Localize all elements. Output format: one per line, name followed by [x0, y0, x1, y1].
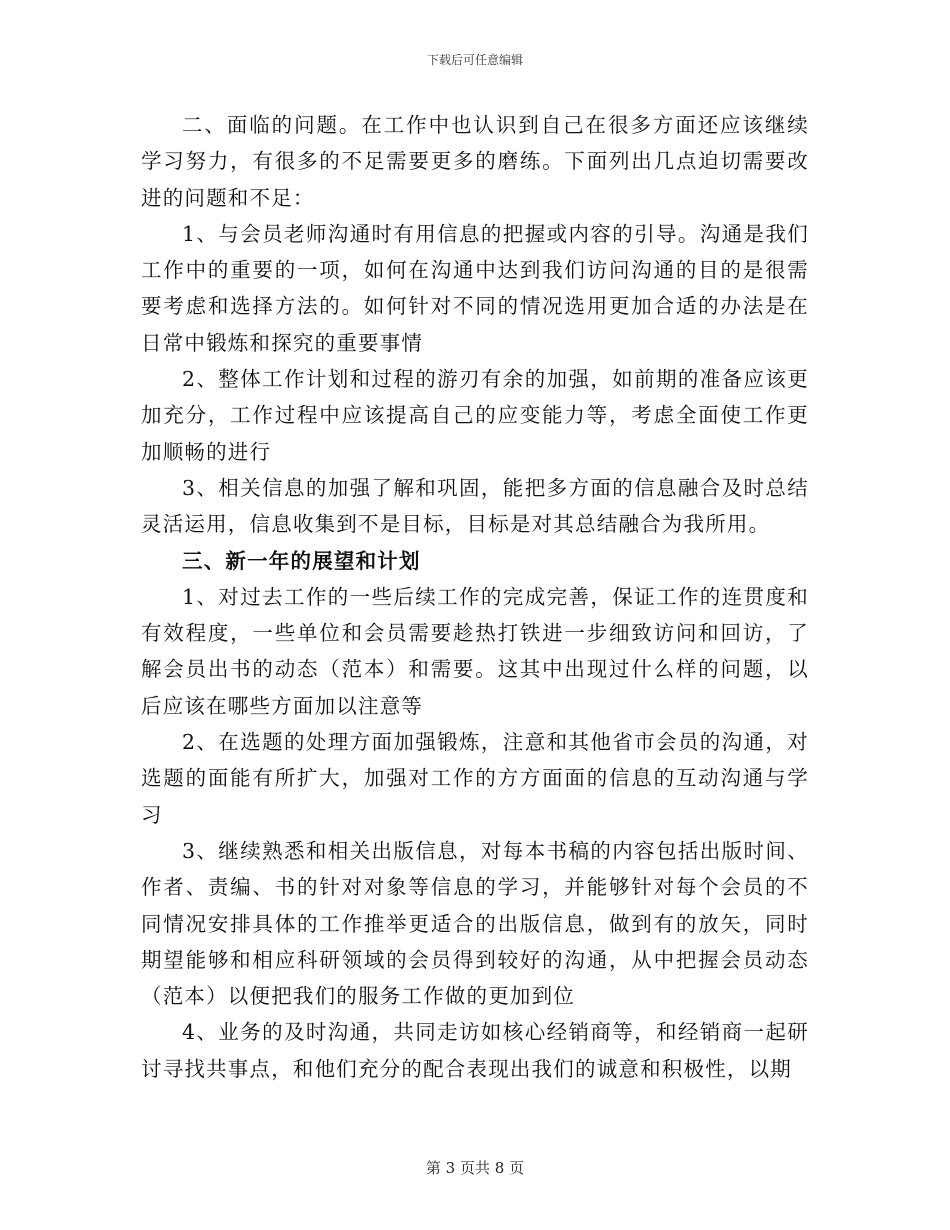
paragraph-plan-4: 4、业务的及时沟通，共同走访如核心经销商等，和经销商一起研讨寻找共事点，和他们充分的配合表现出我们的诚意和积极性，以期: [141, 1020, 809, 1081]
paragraph-plan-2: 2、在选题的处理方面加强锻炼，注意和其他省市会员的沟通，对选题的面能有所扩大，加强对工作的方方面面的信息的互动沟通与学习: [141, 730, 809, 827]
paragraph-problems-intro: 二、面临的问题。在工作中也认识到自己在很多方面还应该继续学习努力，有很多的不足需要更多的磨练。下面列出几点迫切需要改进的问题和不足：: [141, 113, 809, 210]
paragraph-problem-1: 1、与会员老师沟通时有用信息的把握或内容的引导。沟通是我们工作中的重要的一项，如何在沟通中达到我们访问沟通的目的是很需要考虑和选择方法的。如何针对不同的情况选用更加合适的办法是在日常中锻炼和探究的重要事情: [141, 221, 809, 355]
section-heading-outlook: 三、新一年的展望和计划: [182, 548, 421, 573]
paragraph-plan-3: 3、继续熟悉和相关出版信息，对每本书稿的内容包括出版时间、作者、责编、书的针对对象等信息的学习，并能够针对每个会员的不同情况安排具体的工作推举更适合的出版信息，做到有的放矢，同时期望能够和相应科研领域的会员得到较好的沟通，从中把握会员动态（范本）以便把我们的服务工作做的更加到位: [141, 838, 809, 1009]
document-body: [141, 107, 809, 1087]
page-number-footer: 第 3 页共 8 页: [425, 1159, 525, 1177]
page-header-note: 下载后可任意编辑: [426, 53, 523, 67]
paragraph-plan-1: 1、对过去工作的一些后续工作的完成完善，保证工作的连贯度和有效程度，一些单位和会员需要趁热打铁进一步细致访问和回访，了解会员出书的动态（范本）和需要。这其中出现过什么样的问题，以后应该在哪些方面加以注意等: [141, 584, 809, 718]
paragraph-problem-2: 2、整体工作计划和过程的游刃有余的加强，如前期的准备应该更加充分，工作过程中应该提高自己的应变能力等，考虑全面使工作更加顺畅的进行: [141, 367, 809, 464]
paragraph-problem-3: 3、相关信息的加强了解和巩固，能把多方面的信息融合及时总结灵活运用，信息收集到不是目标，目标是对其总结融合为我所用。: [141, 475, 809, 537]
